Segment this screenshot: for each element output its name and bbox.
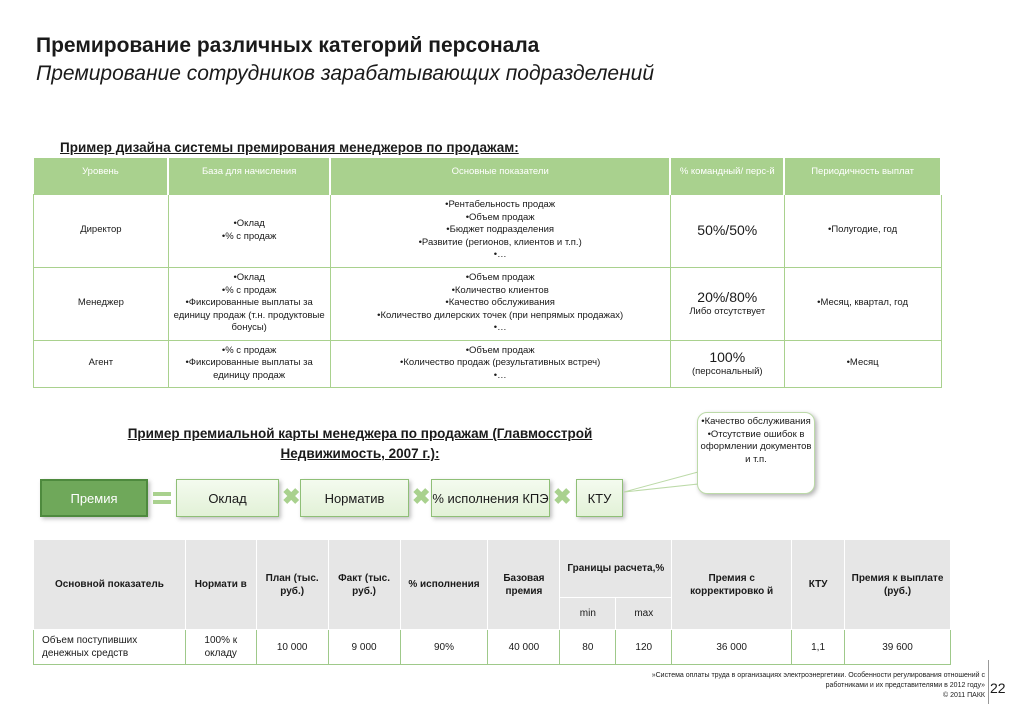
pct-value: 100% (709, 348, 746, 365)
base-cell (168, 267, 330, 340)
base-item: •% с продаж (221, 230, 277, 242)
page-subtitle: Премирование сотрудников зарабатывающих подразделений (36, 62, 655, 85)
indicator-item: •Развитие (регионов, клиентов и т.п.) (418, 236, 582, 248)
indicator-item: •Объем продаж (465, 272, 535, 284)
cell-payout: 39 600 (845, 630, 951, 665)
pct-value: 50%/50% (697, 222, 758, 238)
indicators-cell (330, 194, 670, 267)
cell-min: 80 (560, 630, 616, 665)
header-normativ: Нормати в (185, 540, 256, 630)
cell-corrected: 36 000 (672, 630, 792, 665)
base-item: •Оклад (233, 272, 265, 284)
pct-note: Либо отсутствует (689, 305, 766, 317)
cell-ktu: 1,1 (792, 630, 845, 665)
level-cell: Менеджер (34, 267, 169, 340)
base-item: •% с продаж (221, 344, 277, 356)
table-row (34, 630, 951, 665)
indicator-item: •… (493, 249, 507, 261)
base-item: •Фиксированные выплаты за единицу продаж (185, 357, 313, 381)
indicators-cell (330, 340, 670, 387)
callout-item: •Отсутствие ошибок в оформлении документов и т.п. (700, 428, 812, 465)
header-ktu: КТУ (792, 540, 845, 630)
bonus-design-table (33, 158, 942, 388)
pct-value: 20%/80% (697, 288, 758, 305)
multiply-icon: ✖ (282, 484, 301, 509)
table-row (34, 267, 942, 340)
cell-normativ: 100% к окладу (185, 630, 256, 665)
header-indicator: Основной показатель (34, 540, 186, 630)
base-item: •Оклад (233, 218, 265, 229)
cell-max: 120 (616, 630, 672, 665)
bonus-card-table (33, 539, 951, 665)
footer-divider (988, 660, 989, 704)
pct-cell (670, 267, 784, 340)
header-pct: % командный/ перс-й (670, 158, 784, 194)
indicator-item: •Качество обслуживания (445, 297, 555, 309)
pct-cell (670, 194, 784, 267)
indicator-item: •Объем продаж (465, 211, 535, 223)
table-row (34, 340, 942, 387)
normativ-box: Норматив (300, 479, 409, 517)
header-max: max (616, 598, 672, 630)
header-base: База для начисления (168, 158, 330, 194)
base-item: •Фиксированные выплаты за единицу продаж (т.н. продуктовые бонусы) (173, 297, 325, 334)
multiply-icon: ✖ (412, 484, 431, 509)
cell-base: 40 000 (488, 630, 560, 665)
header-corrected: Премия с корректировко й (672, 540, 792, 630)
cell-fact: 9 000 (328, 630, 400, 665)
table1-header-row (34, 158, 942, 194)
equals-shape (152, 488, 172, 508)
kpe-box: % исполнения КПЭ (431, 479, 550, 517)
indicator-item: •Бюджет подразделения (446, 224, 555, 236)
header-base: Базовая премия (488, 540, 560, 630)
header-bounds: Границы расчета,% (560, 540, 672, 598)
ktu-callout (697, 412, 815, 494)
header-fact: Факт (тыс. руб.) (328, 540, 400, 630)
indicator-item: •Количество продаж (результативных встреч) (400, 357, 601, 369)
base-cell (168, 194, 330, 267)
header-period: Периодичность выплат (784, 158, 941, 194)
header-payout: Премия к выплате (руб.) (845, 540, 951, 630)
header-indicators: Основные показатели (330, 158, 670, 194)
cell-pct: 90% (400, 630, 488, 665)
section2-title: Пример премиальной карты менеджера по продажам (Главмосстрой Недвижимость, 2007 г.): (127, 426, 593, 461)
header-level: Уровень (34, 158, 169, 194)
cell-indicator: Объем поступивших денежных средств (34, 630, 186, 665)
pct-note: (персональный) (691, 365, 763, 377)
indicators-cell (330, 267, 670, 340)
page-title: Премирование различных категорий персонала (36, 34, 540, 57)
equals-icon (152, 484, 172, 515)
ktu-box: КТУ (576, 479, 623, 517)
base-item: •% с продаж (221, 284, 277, 296)
table-row (34, 194, 942, 267)
period-cell: •Месяц (784, 340, 941, 387)
indicator-item: •… (493, 322, 507, 334)
footnote-text: »Система оплаты труда в организациях электроэнергетики. Особенности регулирования отношений с работниками и их представителями в 2012 году» (651, 672, 985, 689)
footnote (640, 671, 985, 701)
oklad-box: Оклад (176, 479, 279, 517)
indicator-item: •Количество дилерских точек (при непрямых продажах) (377, 309, 624, 321)
pct-cell (670, 340, 784, 387)
multiply-icon: ✖ (553, 484, 572, 509)
copyright: © 2011 ПАКК (943, 692, 985, 699)
cell-plan: 10 000 (256, 630, 328, 665)
base-cell (168, 340, 330, 387)
header-min: min (560, 598, 616, 630)
header-plan: План (тыс. руб.) (256, 540, 328, 630)
period-cell: •Полугодие, год (784, 194, 941, 267)
indicator-item: •… (493, 369, 507, 381)
header-pct: % исполнения (400, 540, 488, 630)
premia-box: Премия (40, 479, 148, 517)
level-cell: Директор (34, 194, 169, 267)
indicator-item: •Рентабельность продаж (445, 199, 556, 211)
indicator-item: •Количество клиентов (451, 284, 549, 296)
section1-title: Пример дизайна системы премирования менеджеров по продажам: (60, 140, 519, 155)
callout-item: •Качество обслуживания (701, 416, 811, 427)
table2-header-row (34, 540, 951, 598)
page-number: 22 (990, 680, 1006, 696)
indicator-item: •Объем продаж (465, 344, 535, 356)
period-cell: •Месяц, квартал, год (784, 267, 941, 340)
level-cell: Агент (34, 340, 169, 387)
